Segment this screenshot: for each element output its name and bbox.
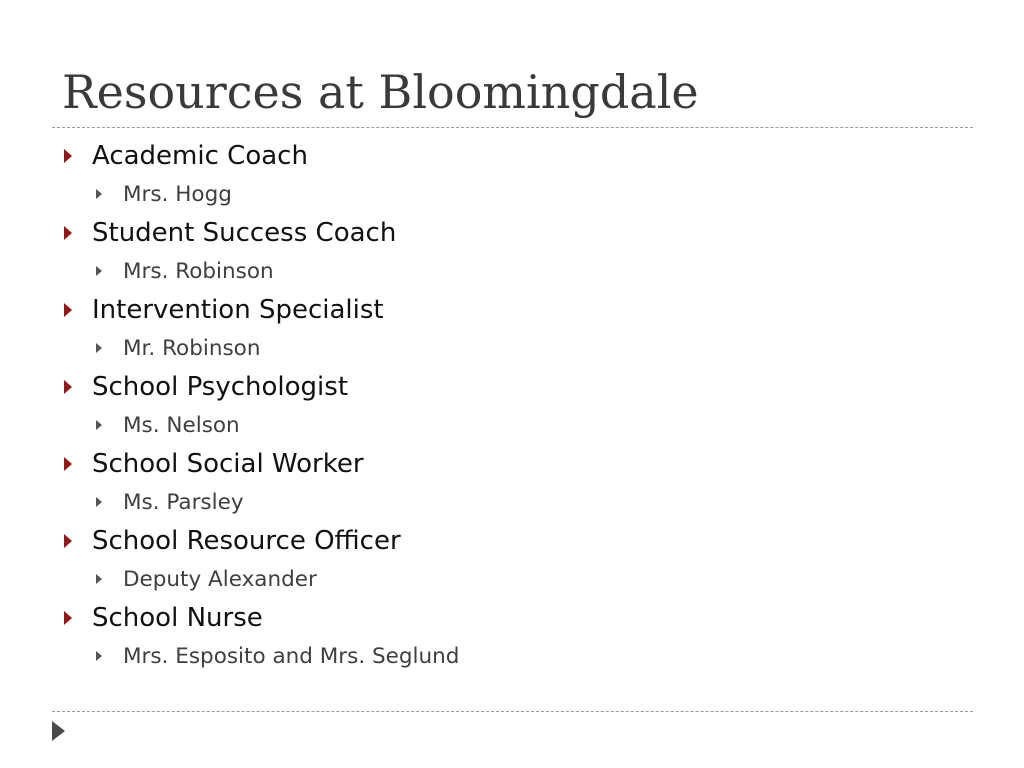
name-label: Mrs. Robinson [123,258,274,284]
bullet-arrow-icon [64,457,72,471]
list-item-role [0,216,396,250]
corner-arrow-icon [52,721,65,741]
list-item-role [0,524,401,558]
name-label: Mrs. Esposito and Mrs. Seglund [123,643,460,669]
role-label: School Psychologist [92,372,349,402]
list-item-role [0,293,384,327]
role-label: School Resource Officer [92,526,401,556]
name-label: Ms. Nelson [123,412,240,438]
list-item-name [0,331,260,365]
bullet-arrow-icon [64,303,72,317]
footer-divider [52,711,973,712]
name-label: Deputy Alexander [123,566,317,592]
name-label: Ms. Parsley [123,489,244,515]
list-item-role [0,601,263,635]
list-item-name [0,485,244,519]
sub-bullet-arrow-icon [96,651,102,661]
sub-bullet-arrow-icon [96,189,102,199]
sub-bullet-arrow-icon [96,266,102,276]
list-item-role [0,447,364,481]
sub-bullet-arrow-icon [96,343,102,353]
bullet-arrow-icon [64,380,72,394]
slide-title: Resources at Bloomingdale [62,65,699,119]
role-label: School Nurse [92,603,263,633]
name-label: Mrs. Hogg [123,181,232,207]
role-label: School Social Worker [92,449,364,479]
bullet-arrow-icon [64,534,72,548]
bullet-arrow-icon [64,226,72,240]
bullet-arrow-icon [64,611,72,625]
role-label: Academic Coach [92,141,308,171]
sub-bullet-arrow-icon [96,574,102,584]
list-item-name [0,408,240,442]
sub-bullet-arrow-icon [96,497,102,507]
bullet-arrow-icon [64,149,72,163]
list-item-role [0,139,308,173]
name-label: Mr. Robinson [123,335,261,361]
list-item-name [0,254,274,288]
list-item-name [0,177,232,211]
list-item-name [0,639,459,673]
list-item-name [0,562,317,596]
list-item-role [0,370,348,404]
role-label: Student Success Coach [92,218,397,248]
role-label: Intervention Specialist [92,295,384,325]
sub-bullet-arrow-icon [96,420,102,430]
